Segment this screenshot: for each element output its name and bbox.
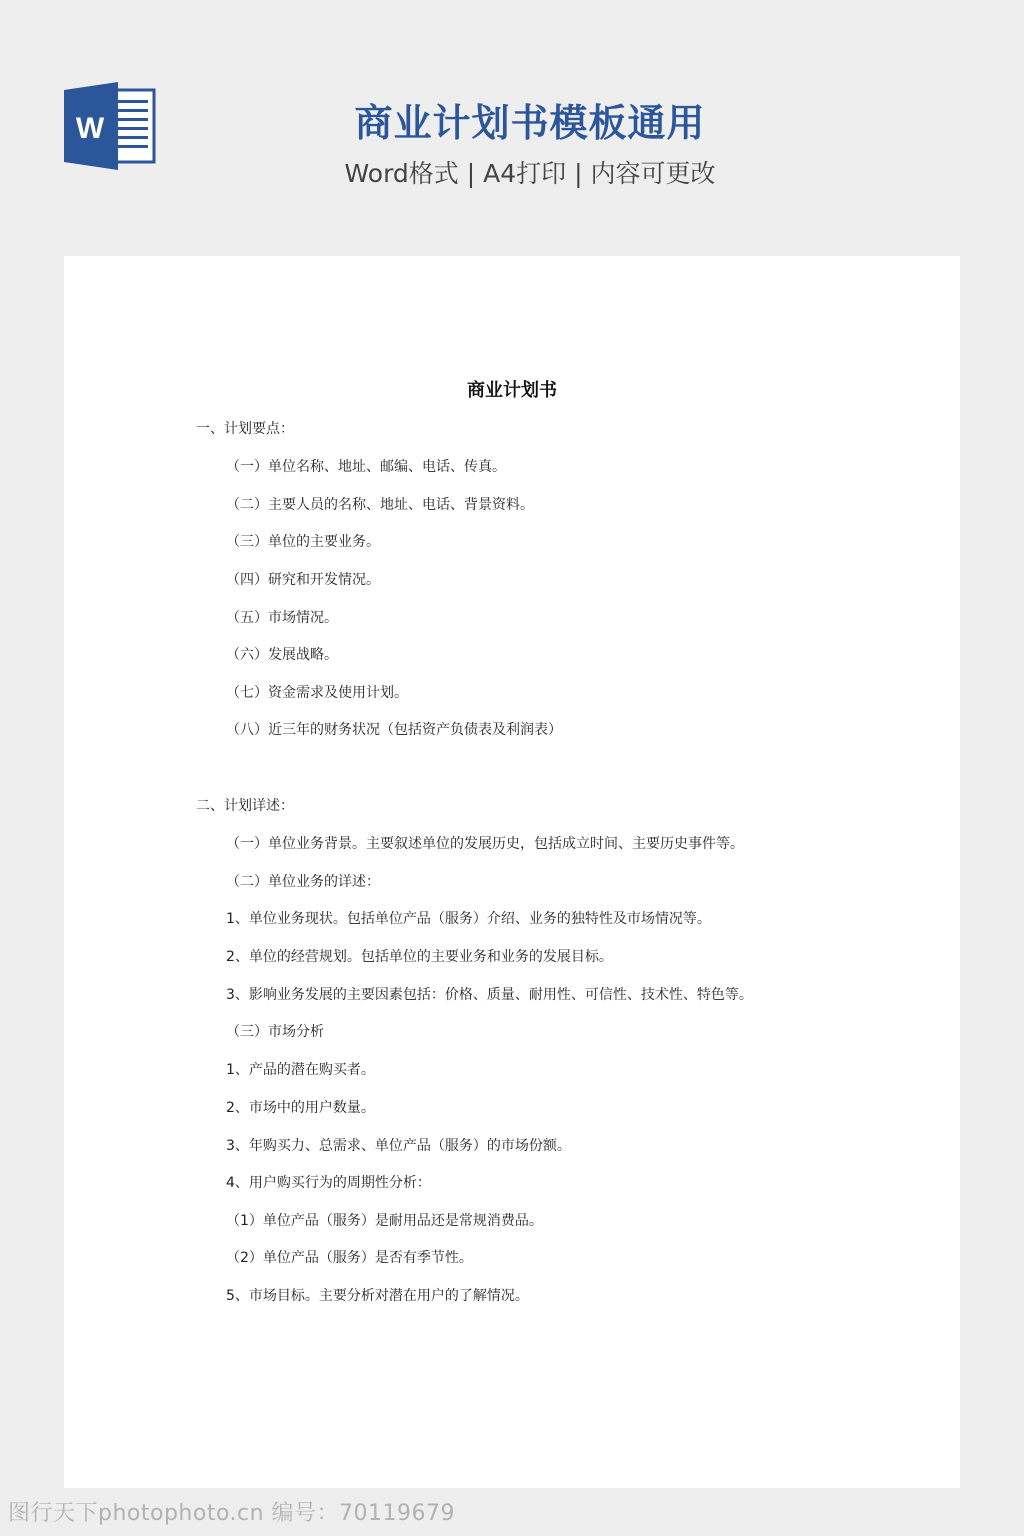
- list-item: （四）研究和开发情况。: [226, 572, 380, 588]
- document-title: 商业计划书: [467, 380, 557, 401]
- list-item: （八）近三年的财务状况（包括资产负债表及利润表）: [226, 722, 562, 738]
- word-icon-letter: W: [75, 112, 105, 145]
- list-item: 2、市场中的用户数量。: [226, 1100, 375, 1116]
- watermark: 图行天下photophoto.cn 编号：70119679: [8, 1501, 456, 1526]
- list-item: （二）主要人员的名称、地址、电话、背景资料。: [226, 497, 534, 513]
- list-item: （一）单位名称、地址、邮编、电话、传真。: [226, 459, 506, 475]
- list-item: （五）市场情况。: [226, 610, 338, 626]
- page-title: 商业计划书模板通用: [354, 101, 706, 145]
- list-item: （六）发展战略。: [226, 647, 338, 663]
- document-page: [64, 256, 960, 1488]
- list-item: 5、市场目标。主要分析对潜在用户的了解情况。: [226, 1288, 529, 1304]
- page-subtitle: Word格式 | A4打印 | 内容可更改: [344, 159, 716, 188]
- section-heading: 一、计划要点：: [196, 421, 294, 437]
- word-document-icon: [64, 82, 156, 170]
- list-item: 3、年购买力、总需求、单位产品（服务）的市场份额。: [226, 1138, 571, 1154]
- list-item: 1、单位业务现状。包括单位产品（服务）介绍、业务的独特性及市场情况等。: [226, 911, 711, 927]
- list-item: 2、单位的经营规划。包括单位的主要业务和业务的发展目标。: [226, 949, 613, 965]
- list-item: 3、影响业务发展的主要因素包括：价格、质量、耐用性、可信性、技术性、特色等。: [226, 987, 753, 1003]
- list-item: 1、产品的潜在购买者。: [226, 1062, 375, 1078]
- list-item: （三）市场分析: [226, 1024, 324, 1040]
- list-item: 4、用户购买行为的周期性分析：: [226, 1175, 431, 1191]
- section-heading: 二、计划详述：: [196, 798, 294, 814]
- list-item: （1）单位产品（服务）是耐用品还是常规消费品。: [226, 1213, 543, 1229]
- list-item: （七）资金需求及使用计划。: [226, 685, 408, 701]
- header: [0, 0, 1024, 250]
- list-item: （2）单位产品（服务）是否有季节性。: [226, 1250, 473, 1266]
- list-item: （三）单位的主要业务。: [226, 534, 380, 550]
- list-item: （一）单位业务背景。主要叙述单位的发展历史，包括成立时间、主要历史事件等。: [226, 836, 744, 852]
- list-item: （二）单位业务的详述：: [226, 874, 380, 890]
